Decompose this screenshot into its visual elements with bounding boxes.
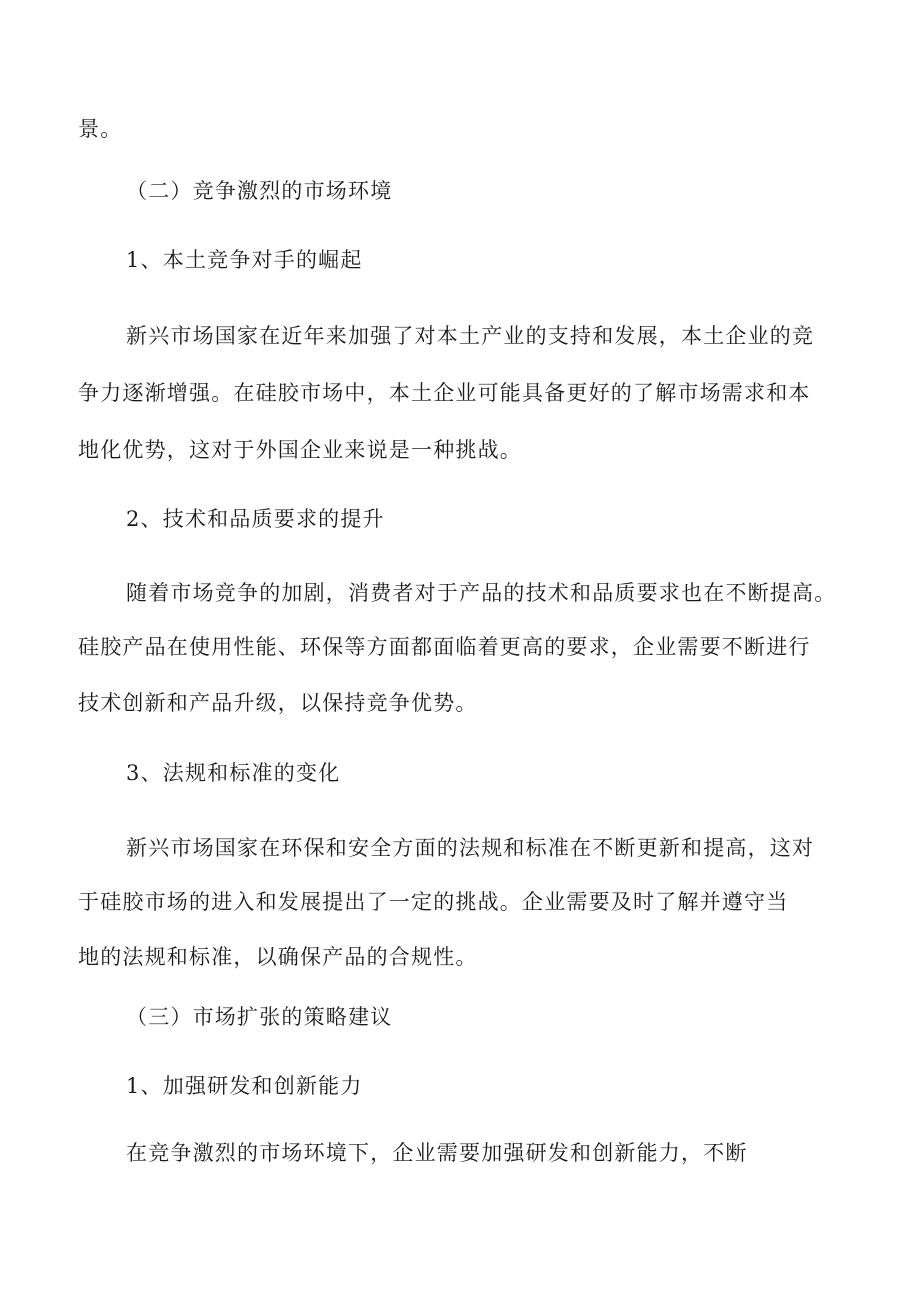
subheading-tech-quality: 2、技术和品质要求的提升 — [126, 507, 385, 531]
paragraph-line: 在竞争激烈的市场环境下，企业需要加强研发和创新能力，不断 — [126, 1141, 748, 1165]
section-heading-expansion-strategy: （三）市场扩张的策略建议 — [126, 1005, 393, 1029]
paragraph-line: 新兴市场国家在近年来加强了对本土产业的支持和发展，本土企业的竞 — [126, 324, 815, 348]
section-heading-competitive-environment: （二）竞争激烈的市场环境 — [126, 179, 393, 203]
paragraph-line: 争力逐渐增强。在硅胶市场中，本土企业可能具备更好的了解市场需求和本 — [78, 381, 811, 405]
paragraph-line: 于硅胶市场的进入和发展提出了一定的挑战。企业需要及时了解并遵守当 — [78, 890, 789, 914]
paragraph-line: 随着市场竞争的加剧，消费者对于产品的技术和品质要求也在不断提高。 — [126, 581, 837, 605]
subheading-regulations: 3、法规和标准的变化 — [126, 761, 341, 785]
paragraph-line: 技术创新和产品升级，以保持竞争优势。 — [78, 691, 478, 715]
subheading-local-competitors: 1、本土竞争对手的崛起 — [126, 248, 363, 272]
paragraph-continuation: 景。 — [78, 117, 123, 141]
paragraph-line: 硅胶产品在使用性能、环保等方面都面临着更高的要求，企业需要不断进行 — [78, 635, 811, 659]
paragraph-line: 地的法规和标准，以确保产品的合规性。 — [78, 945, 478, 969]
paragraph-line: 新兴市场国家在环保和安全方面的法规和标准在不断更新和提高，这对 — [126, 836, 815, 860]
subheading-rd-innovation: 1、加强研发和创新能力 — [126, 1074, 363, 1098]
paragraph-line: 地化优势，这对于外国企业来说是一种挑战。 — [78, 438, 522, 462]
